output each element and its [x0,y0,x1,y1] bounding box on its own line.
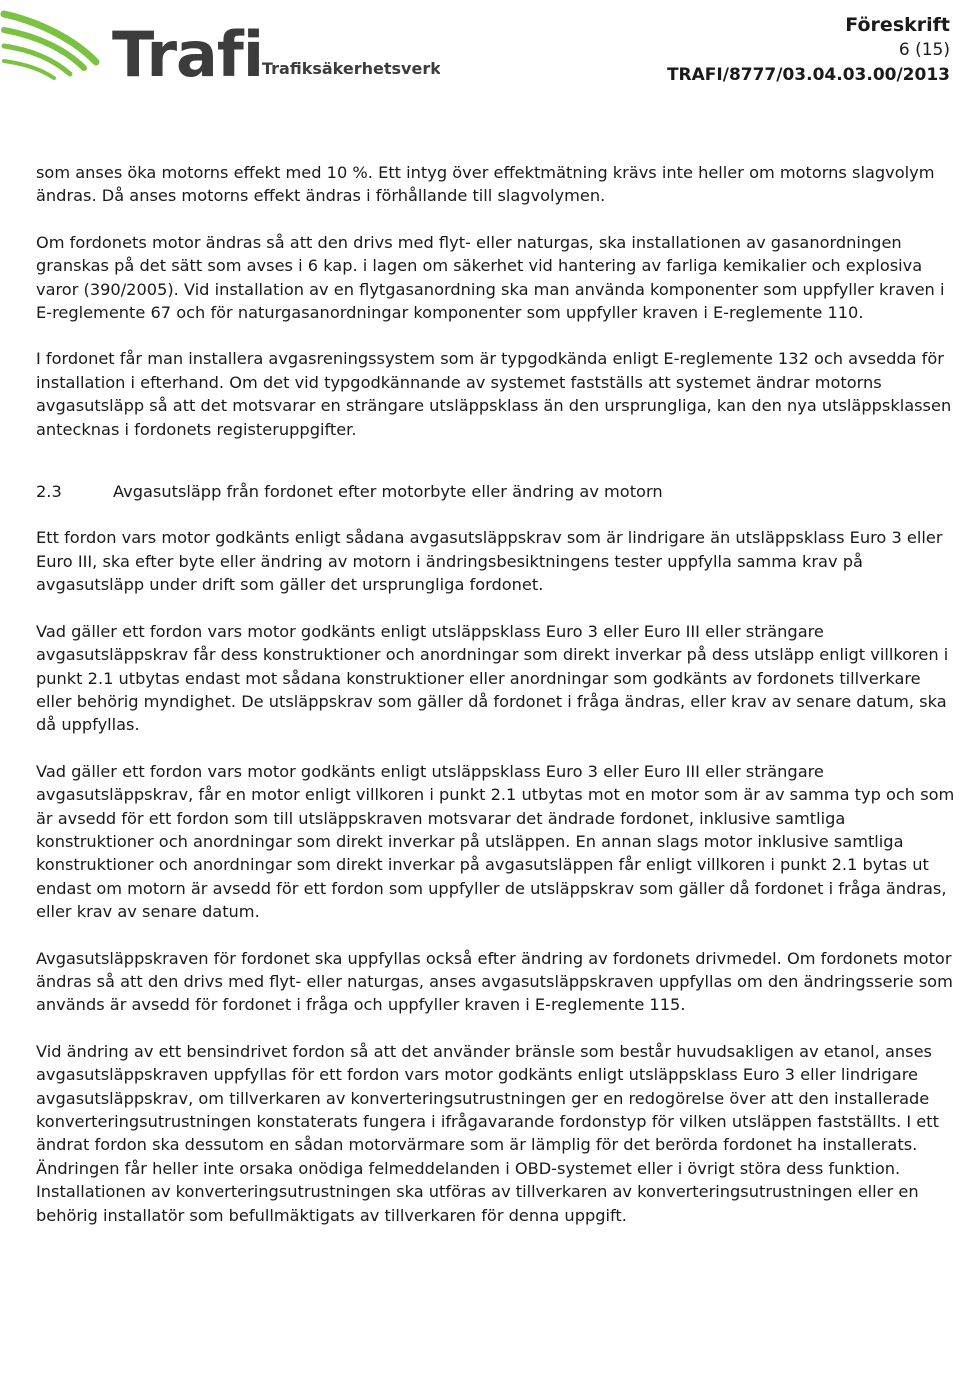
paragraph: Ett fordon vars motor godkänts enligt sådana avgasutsläppskrav som är lindrigare än utsläppsklass Euro 3 eller Euro III, ska efter byte eller ändring av motorn i ändringsbesiktningens tester uppfylla samma krav på avgasutsläpp under drift som gäller det ursprungliga fordonet. [36,528,943,595]
document-body [36,161,958,1250]
section-title: Avgasutsläpp från fordonet efter motorbyte eller ändring av motorn [113,482,663,502]
document-type: Föreskrift [845,14,950,36]
paragraph: I fordonet får man installera avgasreningssystem som är typgodkända enligt E-reglemente 132 och avsedda för installation i efterhand. Om det vid typgodkännande av systemet fastställs att systemet ändrar motorns avgasutsläpp så att det motsvarar en strängare utsläppsklass än den ursprungliga, kan den nya utsläppsklassen antecknas i fordonets registeruppgifter. [36,349,952,439]
trafi-logo [0,0,440,92]
paragraph: Om fordonets motor ändras så att den drivs med flyt- eller naturgas, ska installationen av gasanordningen granskas på det sätt som avses i 6 kap. i lagen om säkerhet vid hantering av farliga kemikalier och explosiva varor (390/2005). Vid installation av en flytgasanordning ska man använda komponenter som uppfyller kraven i E-reglemente 67 och för naturgasanordningar komponenter som uppfyller kraven i E-reglemente 110. [36,232,945,323]
logo-wordmark: Trafi [112,18,264,91]
paragraph: som anses öka motorns effekt med 10 %. Ett intyg över effektmätning krävs inte heller om motorns slagvolym ändras. Då anses motorns effekt ändras i förhållande till slagvolymen. [36,163,935,206]
document-reference: TRAFI/8777/03.04.03.00/2013 [666,65,950,85]
paragraph: Vid ändring av ett bensindrivet fordon så att det använder bränsle som består huvudsakligen av etanol, anses avgasutsläppskraven uppfyllas för ett fordon vars motor godkänts enligt utsläppsklass Euro 3 eller lindrigare avgasutsläppskrav, om tillverkaren av konverteringsutrustningen ger en redogörelse över att den installerade konverteringsutrustningen konstaterats fungera i ifrågavarande fordonstyp för vilken utsläppen fastställts. I ett ändrat fordon ska dessutom en sådan motorvärmare som är lämplig för det berörda fordonet ha installerats. Ändringen får heller inte orsaka onödiga felmeddelanden i OBD-systemet eller i övrigt störa dess funktion. Installationen av konverteringsutrustningen ska utföras av tillverkaren av konverteringsutrustningen eller en behörig installatör som befullmäktigats av tillverkaren för denna uppgift. [36,1041,939,1225]
page-number: 6 (15) [898,40,950,60]
paragraph: Avgasutsläppskraven för fordonet ska uppfyllas också efter ändring av fordonets drivmedel. Om fordonets motor ändras så att den drivs med flyt- eller naturgas, anses avgasutsläppskraven uppfyllas om den ändringsserie som används är avsedd för fordonet i fråga och uppfyller kraven i E-reglemente 115. [36,948,953,1015]
paragraph: Vad gäller ett fordon vars motor godkänts enligt utsläppsklass Euro 3 eller Euro III eller strängare avgasutsläppskrav får dess konstruktioner och anordningar som direkt inverkar på dess utsläpp enligt villkoren i punkt 2.1 utbytas endast mot sådana konstruktioner eller anordningar som godkänts av fordonets tillverkare eller behörig myndighet. De utsläppskrav som gäller då fordonet i fråga ändras, eller krav av senare datum, ska då uppfyllas. [36,621,949,735]
paragraph: Vad gäller ett fordon vars motor godkänts enligt utsläppsklass Euro 3 eller Euro III eller strängare avgasutsläppskrav, får en motor enligt villkoren i punkt 2.1 utbytas mot en motor som är av samma typ och som är avsedd för ett fordon som till utsläppskraven motsvarar det ändrade fordonet, inklusive samtliga konstruktioner och anordningar som direkt inverkar på utsläppen. En annan slags motor inklusive samtliga konstruktioner och anordningar som direkt inverkar på avgasutsläppen får enligt villkoren i punkt 2.1 bytas ut endast om motorn är avsedd för ett fordon som uppfyller de utsläppskrav som gäller då fordonet i fråga ändras, eller krav av senare datum. [36,761,955,922]
logo-subtitle: Trafiksäkerhetsverket [262,59,440,78]
section-number: 2.3 [36,482,62,502]
document-header-info [667,12,950,88]
section-heading [36,480,958,503]
trafi-swoosh-icon [0,0,440,92]
